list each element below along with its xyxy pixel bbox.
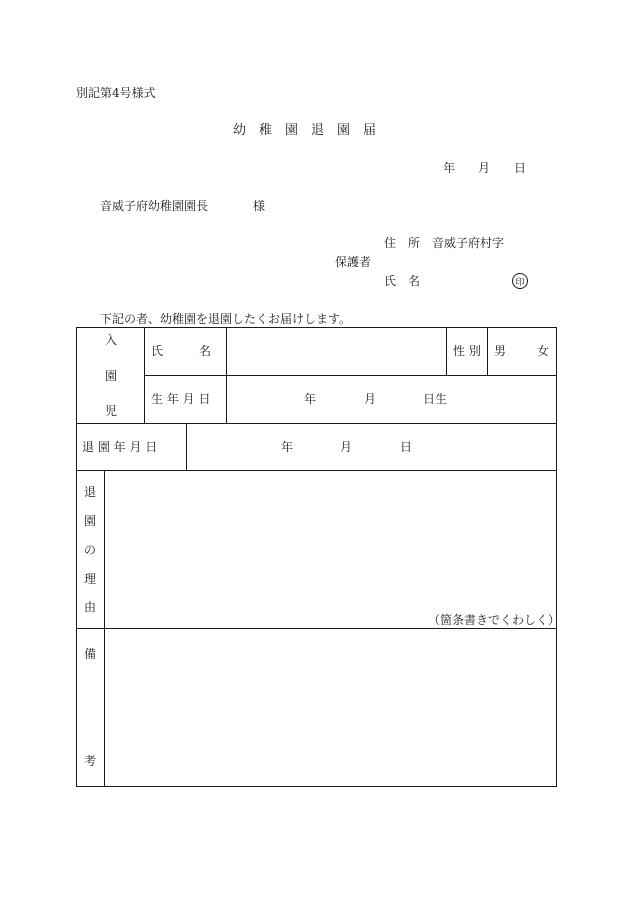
birth-day-label: 日生 xyxy=(423,392,448,406)
birth-year-label: 年 xyxy=(304,392,317,406)
reason-label-1: 退 xyxy=(84,485,97,499)
date-day-label: 日 xyxy=(514,161,527,175)
remarks-field[interactable] xyxy=(105,629,556,786)
addressee-suffix: 様 xyxy=(253,199,266,213)
reason-label-3: の xyxy=(84,543,97,557)
child-name-field[interactable] xyxy=(227,328,446,375)
birth-month-label: 月 xyxy=(364,392,377,406)
address-label: 住 所 xyxy=(384,236,421,250)
reason-label-4: 理 xyxy=(84,572,97,586)
guardian-name-label: 氏 名 xyxy=(384,274,421,288)
seal-mark: 印 xyxy=(512,273,528,289)
reason-label-5: 由 xyxy=(84,600,97,614)
leave-day-label: 日 xyxy=(400,440,413,454)
reason-field[interactable] xyxy=(105,471,556,628)
addressee-name: 音威子府幼稚園園長 xyxy=(100,199,209,213)
date-year-label: 年 xyxy=(443,161,456,175)
child-label-1: 入 xyxy=(105,333,118,347)
remarks-label-2: 考 xyxy=(84,754,97,768)
address-value: 音威子府村字 xyxy=(432,236,505,250)
child-label-3: 児 xyxy=(105,404,118,418)
sex-option-female[interactable]: 女 xyxy=(537,344,550,358)
sex-label: 性 別 xyxy=(453,344,481,358)
child-label-2: 園 xyxy=(105,369,118,383)
sex-option-male[interactable]: 男 xyxy=(494,344,507,358)
reason-hint: （箇条書きでくわしく） xyxy=(428,613,561,627)
leave-date-field[interactable] xyxy=(187,424,556,470)
leave-month-label: 月 xyxy=(340,440,353,454)
form-number: 別記第4号様式 xyxy=(76,86,156,100)
page-title: 幼 稚 園 退 園 届 xyxy=(233,123,377,138)
intro-text: 下記の者、幼稚園を退園したくお届けします。 xyxy=(100,312,352,326)
birth-date-label: 生 年 月 日 xyxy=(151,392,211,406)
birth-date-field[interactable] xyxy=(227,376,556,423)
reason-label-2: 園 xyxy=(84,514,97,528)
child-name-label: 氏 名 xyxy=(151,344,212,358)
leave-date-label: 退 園 年 月 日 xyxy=(82,440,158,454)
guardian-label: 保護者 xyxy=(335,255,372,269)
remarks-label-1: 備 xyxy=(84,647,97,661)
leave-year-label: 年 xyxy=(281,440,294,454)
date-month-label: 月 xyxy=(478,161,491,175)
